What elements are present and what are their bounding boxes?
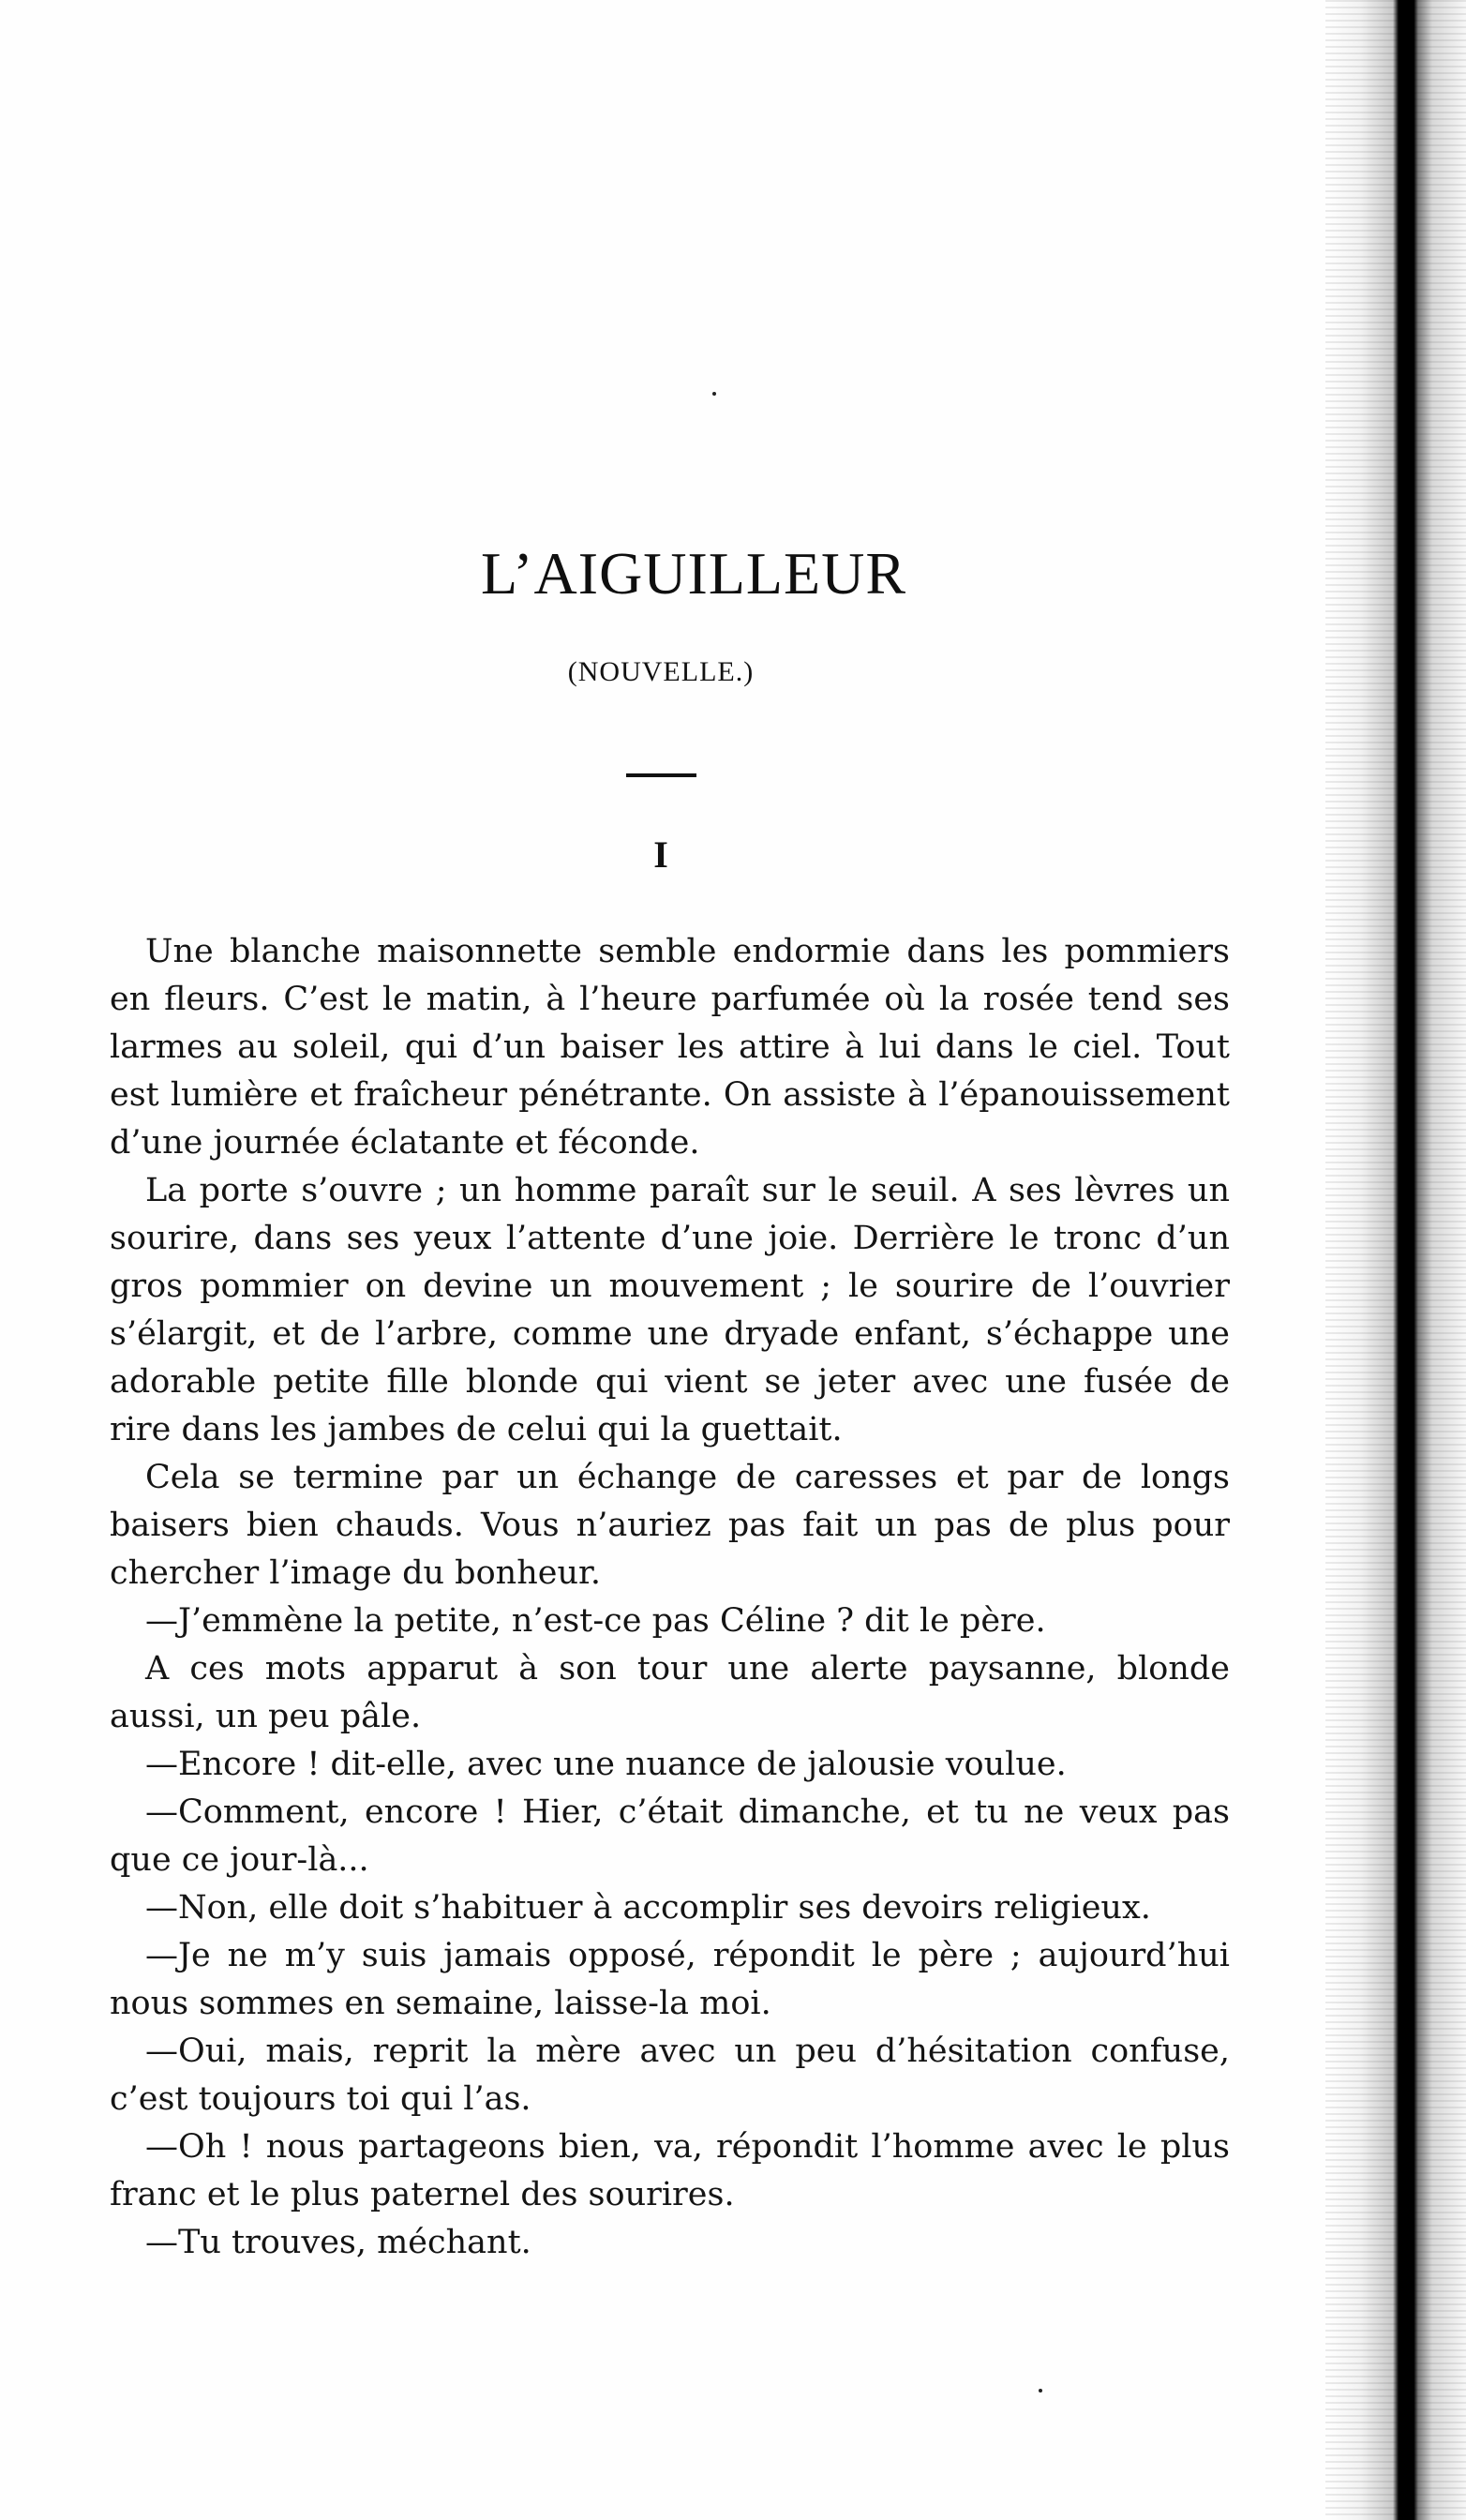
paragraph: —J’emmène la petite, n’est-ce pas Céline ? dit le père. xyxy=(145,1602,1046,1640)
paragraph: Une blanche maisonnette semble endormie dans les pommiers en fleurs. C’est le matin, à l’heure parfumée où la rosée tend ses larmes au soleil, qui d’un baiser les attire à lui dans le ciel. Tout est lumière et fraîcheur pénétrante. On assiste à l’épanouissement d’une journée éclatante et féconde. xyxy=(110,933,1230,1162)
paragraph: —Non, elle doit s’habituer à accomplir ses devoirs religieux. xyxy=(145,1889,1151,1927)
ink-speck xyxy=(1039,2389,1042,2392)
ink-speck xyxy=(712,392,716,396)
book-binding-edge xyxy=(1325,0,1466,2520)
story-title: L’AIGUILLEUR xyxy=(481,540,906,607)
paragraph: —Tu trouves, méchant. xyxy=(145,2224,531,2261)
paragraph: —Oui, mais, reprit la mère avec un peu d’hésitation confuse, c’est toujours toi qui l’as. xyxy=(110,2032,1230,2118)
story-subtitle: (NOUVELLE.) xyxy=(567,656,755,687)
chapter-number: I xyxy=(653,833,668,876)
paragraph: Cela se termine par un échange de caresses et par de longs baisers bien chauds. Vous n’auriez pas fait un pas de plus pour chercher l’image du bonheur. xyxy=(110,1459,1230,1592)
paragraph: —Je ne m’y suis jamais opposé, répondit le père ; aujourd’hui nous sommes en semaine, laisse-la moi. xyxy=(110,1937,1230,2022)
paragraph: A ces mots apparut à son tour une alerte paysanne, blonde aussi, un peu pâle. xyxy=(110,1650,1230,1735)
paragraph: —Encore ! dit-elle, avec une nuance de jalousie voulue. xyxy=(145,1746,1067,1783)
paragraph: La porte s’ouvre ; un homme paraît sur le seuil. A ses lèvres un sourire, dans ses yeux l’attente d’une joie. Derrière le tronc d’un gros pommier on devine un mouvement ; le sourire de l’ouvrier s’élargit, et de l’arbre, comme une dryade enfant, s’échappe une adorable petite fille blonde qui vient se jeter avec une fusée de rire dans les jambes de celui qui la guettait. xyxy=(110,1172,1230,1448)
story-body xyxy=(110,928,1230,2267)
title-divider xyxy=(626,773,696,777)
paragraph: —Comment, encore ! Hier, c’était dimanche, et tu ne veux pas que ce jour-là... xyxy=(110,1793,1230,1879)
paragraph: —Oh ! nous partageons bien, va, répondit l’homme avec le plus franc et le plus paternel des sourires. xyxy=(110,2128,1230,2213)
